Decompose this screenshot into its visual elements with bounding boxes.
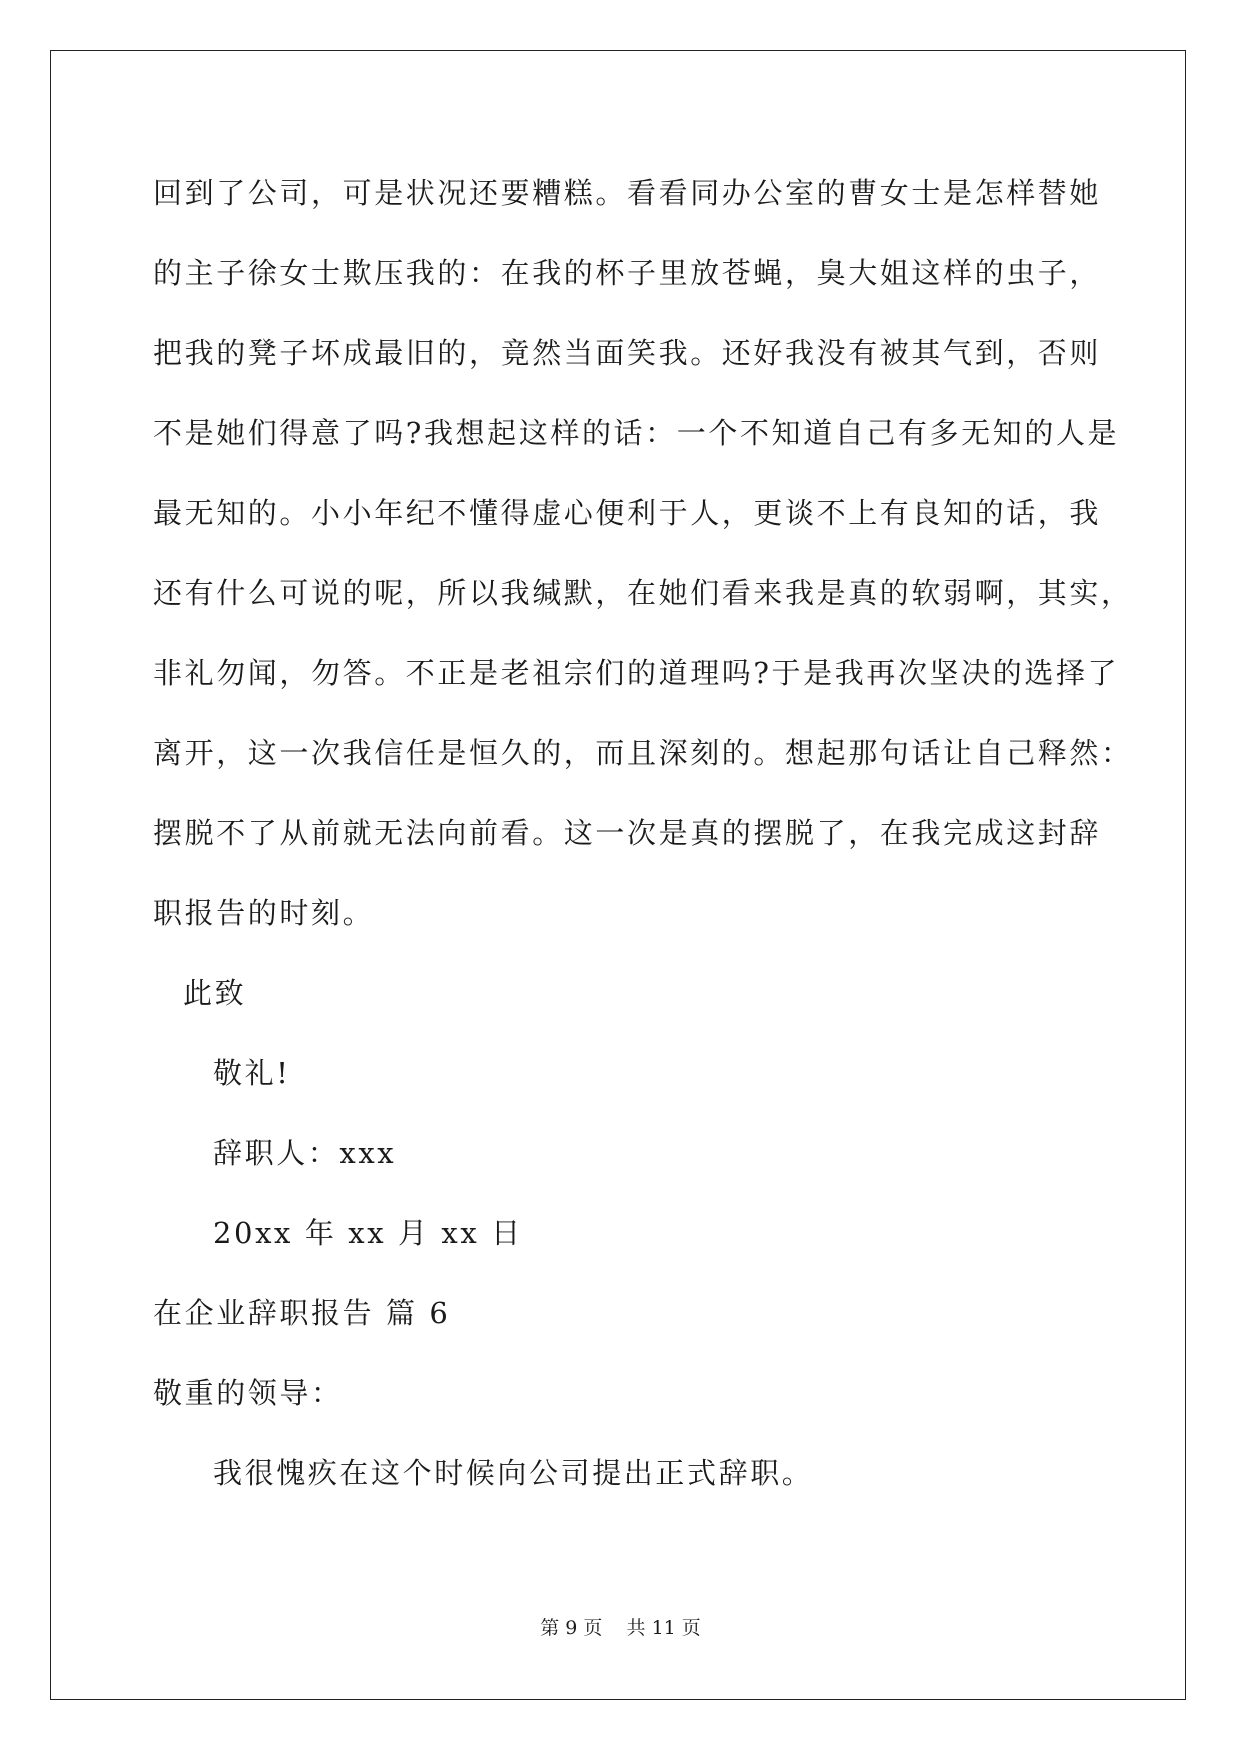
date-line: 20xx 年 xx 月 xx 日 — [213, 1216, 523, 1250]
signer-line: 辞职人：xxx — [213, 1136, 397, 1170]
greeting-line: 敬重的领导： — [153, 1376, 343, 1410]
body-line-7: 非礼勿闻，勿答。不正是老祖宗们的道理吗?于是我再次坚决的选择了 — [153, 656, 1120, 690]
body-line-5: 最无知的。小小年纪不懂得虚心便利于人，更谈不上有良知的话，我 — [153, 496, 1102, 530]
body-line-8: 离开，这一次我信任是恒久的，而且深刻的。想起那句话让自己释然： — [153, 736, 1133, 770]
letter-first-line: 我很愧疚在这个时候向公司提出正式辞职。 — [213, 1456, 814, 1490]
body-line-1: 回到了公司，可是状况还要糟糕。看看同办公室的曹女士是怎样替她 — [153, 176, 1102, 210]
body-line-6: 还有什么可说的呢，所以我缄默，在她们看来我是真的软弱啊，其实， — [153, 576, 1133, 610]
body-line-10: 职报告的时刻。 — [153, 896, 375, 930]
body-line-9: 摆脱不了从前就无法向前看。这一次是真的摆脱了，在我完成这封辞 — [153, 816, 1102, 850]
body-line-4: 不是她们得意了吗?我想起这样的话：一个不知道自己有多无知的人是 — [153, 416, 1120, 450]
page-number-footer: 第 9 页 共 11 页 — [540, 1617, 701, 1639]
closing-salutation: 此致 — [183, 976, 247, 1010]
section-title: 在企业辞职报告 篇 6 — [153, 1296, 451, 1330]
body-line-3: 把我的凳子坏成最旧的，竟然当面笑我。还好我没有被其气到，否则 — [153, 336, 1102, 370]
body-line-2: 的主子徐女士欺压我的：在我的杯子里放苍蝇，臭大姐这样的虫子， — [153, 256, 1102, 290]
closing-regards: 敬礼! — [213, 1056, 291, 1090]
